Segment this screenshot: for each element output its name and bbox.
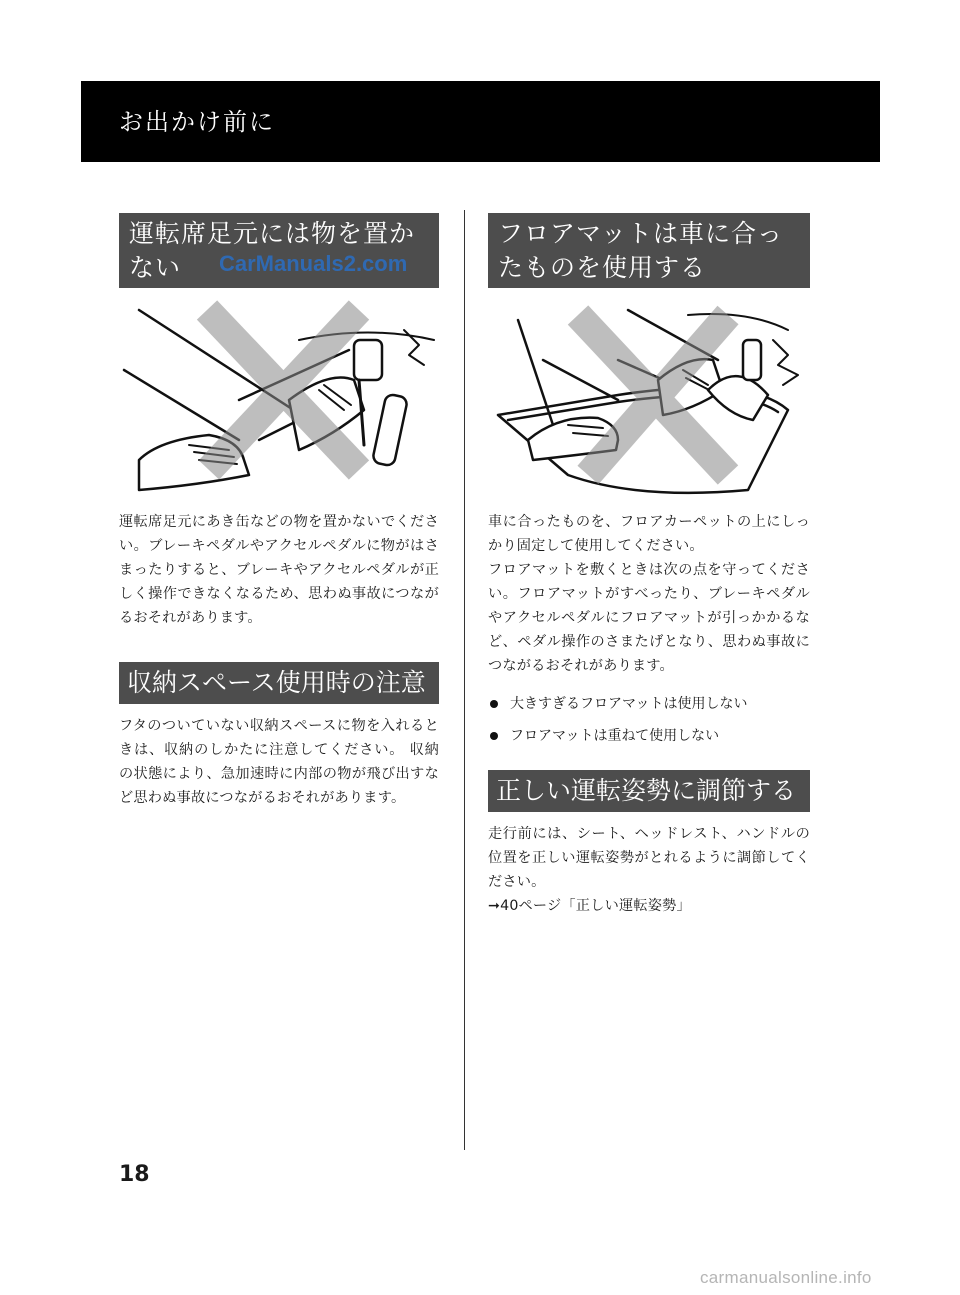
pedal-obstruction-illustration <box>119 300 439 500</box>
footwell-warning-text: 運転席足元にあき缶などの物を置かないでください。ブレーキペダルやアクセルペダルに物がはさまったりすると、ブレーキやアクセルペダルが正しく操作できなくなるため、思わぬ事故につながるおそれがあります。 <box>119 514 439 626</box>
storage-caution-text: フタのついていない収納スペースに物を入れるときは、収納のしかたに注意してください。 収納の状態により、急加速時に内部の物が飛び出すなど思わぬ事故につながるおそれがあります。 <box>119 718 439 806</box>
right-column <box>488 213 810 918</box>
left-column <box>119 213 439 810</box>
driving-posture-text: 走行前には、シート、ヘッドレスト、ハンドルの位置を正しい運転姿勢がとれるように調節してください。 <box>488 826 810 890</box>
section-heading-no-objects-footwell <box>119 213 439 288</box>
page-reference-link[interactable]: ➞40ページ「正しい運転姿勢」 <box>488 898 691 914</box>
list-item-text: フロアマットは重ねて使用しない <box>510 728 720 744</box>
heading-line-1: 運転席足元には物を置か <box>129 219 416 248</box>
chapter-header <box>81 81 880 162</box>
chapter-title: お出かけ前に <box>119 108 275 136</box>
list-item <box>488 724 810 748</box>
floor-mat-fix-text: 車に合ったものを、フロアカーペットの上にしっかり固定して使用してください。 <box>488 514 810 554</box>
section-heading-driving-posture: 正しい運転姿勢に調節する <box>488 770 810 812</box>
site-watermark: CarManuals2.com <box>219 251 408 276</box>
list-item-text: 大きすぎるフロアマットは使用しない <box>510 696 748 712</box>
floor-mat-illustration <box>488 300 810 500</box>
page-number: 18 <box>119 1162 150 1187</box>
heading-line-1: フロアマットは車に合っ <box>498 219 784 248</box>
column-divider <box>464 210 465 1150</box>
section-heading-floor-mat <box>488 213 810 288</box>
footer-watermark: carmanualsonline.info <box>700 1268 872 1287</box>
heading-line-2: たものを使用する <box>498 253 707 282</box>
heading-line-2: ない <box>129 253 182 282</box>
floor-mat-rules-text: フロアマットを敷くときは次の点を守ってください。フロアマットがすべったり、ブレーキペダルやアクセルペダルにフロアマットが引っかかるなど、ペダル操作のさまたげとなり、思わぬ事故につながるおそれがあります。 <box>488 562 810 674</box>
section-heading-storage-caution: 収納スペース使用時の注意 <box>119 662 439 704</box>
list-item <box>488 692 810 716</box>
bullet-icon <box>490 732 498 740</box>
floor-mat-rules-list <box>488 692 810 748</box>
bullet-icon <box>490 700 498 708</box>
